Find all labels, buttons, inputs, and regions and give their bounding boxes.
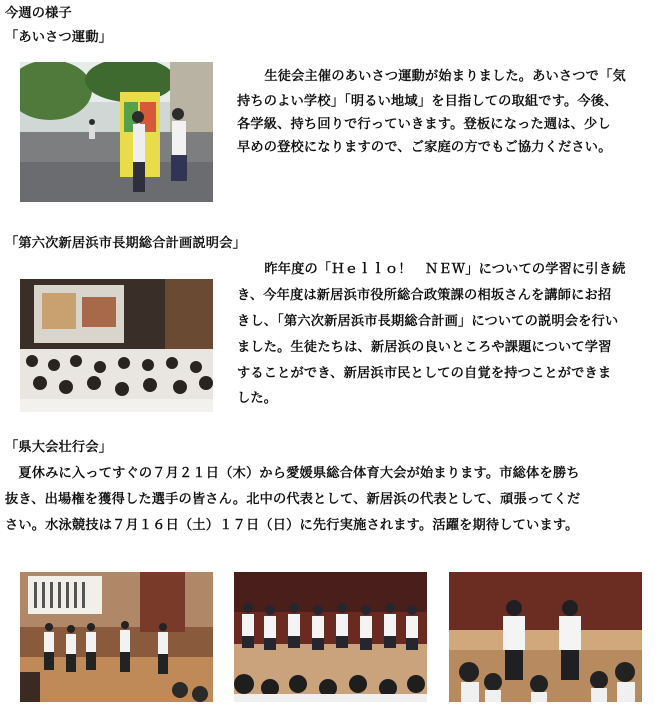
- send-off-text-line: 抜き、出場権を獲得した選手の皆さん。北中の代表として、新居浜の代表として、頑張ってくだ: [5, 492, 581, 507]
- city-plan-text-line: き、今年度は新居浜市役所総合政策課の相坂さんを講師にお招: [237, 288, 612, 303]
- greeting-text-line: 早めの登校になりますので、ご家庭の方でもご協力ください。: [237, 140, 612, 155]
- send-off-photo-1: [20, 572, 213, 702]
- send-off-photo-3: [449, 572, 642, 702]
- page-heading: 今週の様子: [5, 6, 72, 21]
- section-title-send-off: 「県大会壮行会」: [5, 440, 113, 455]
- greeting-text-line: 持ちのよい学校」「明るい地域」を目指しての取組です。今後、: [237, 94, 618, 109]
- greeting-text-line: 各学級、持ち回りで行っていきます。登板になった週は、少し: [237, 117, 611, 132]
- send-off-text-line: 夏休みに入ってすぐの７月２１日（木）から愛媛県総合体育大会が始まります。市総体を勝ち: [5, 466, 580, 481]
- city-plan-text-line: することができ、新居浜市民としての自覚を持つことができま: [237, 366, 612, 381]
- city-plan-text-line: ました。生徒たちは、新居浜の良いところや課題について学習: [237, 340, 612, 355]
- city-plan-text-line: きし、「第六次新居浜市長期総合計画」についての説明会を行い: [237, 314, 619, 329]
- section-title-greeting: 「あいさつ運動」: [5, 30, 113, 45]
- greeting-text-line: 生徒会主催のあいさつ運動が始まりました。あいさつで「気: [251, 69, 626, 84]
- city-plan-text-line: 昨年度の「Ｈｅｌｌｏ！ ＮＥＷ」についての学習に引き続: [251, 262, 626, 277]
- city-plan-presentation-photo: [20, 279, 213, 412]
- greeting-campaign-photo: [20, 62, 213, 202]
- send-off-photo-2: [234, 572, 427, 702]
- section-title-city-plan: 「第六次新居浜市長期総合計画説明会」: [5, 236, 246, 251]
- city-plan-text-line: した。: [237, 391, 278, 406]
- send-off-text-line: さい。水泳競技は７月１６日（土）１７日（日）に先行実施されます。活躍を期待しています。: [5, 518, 579, 533]
